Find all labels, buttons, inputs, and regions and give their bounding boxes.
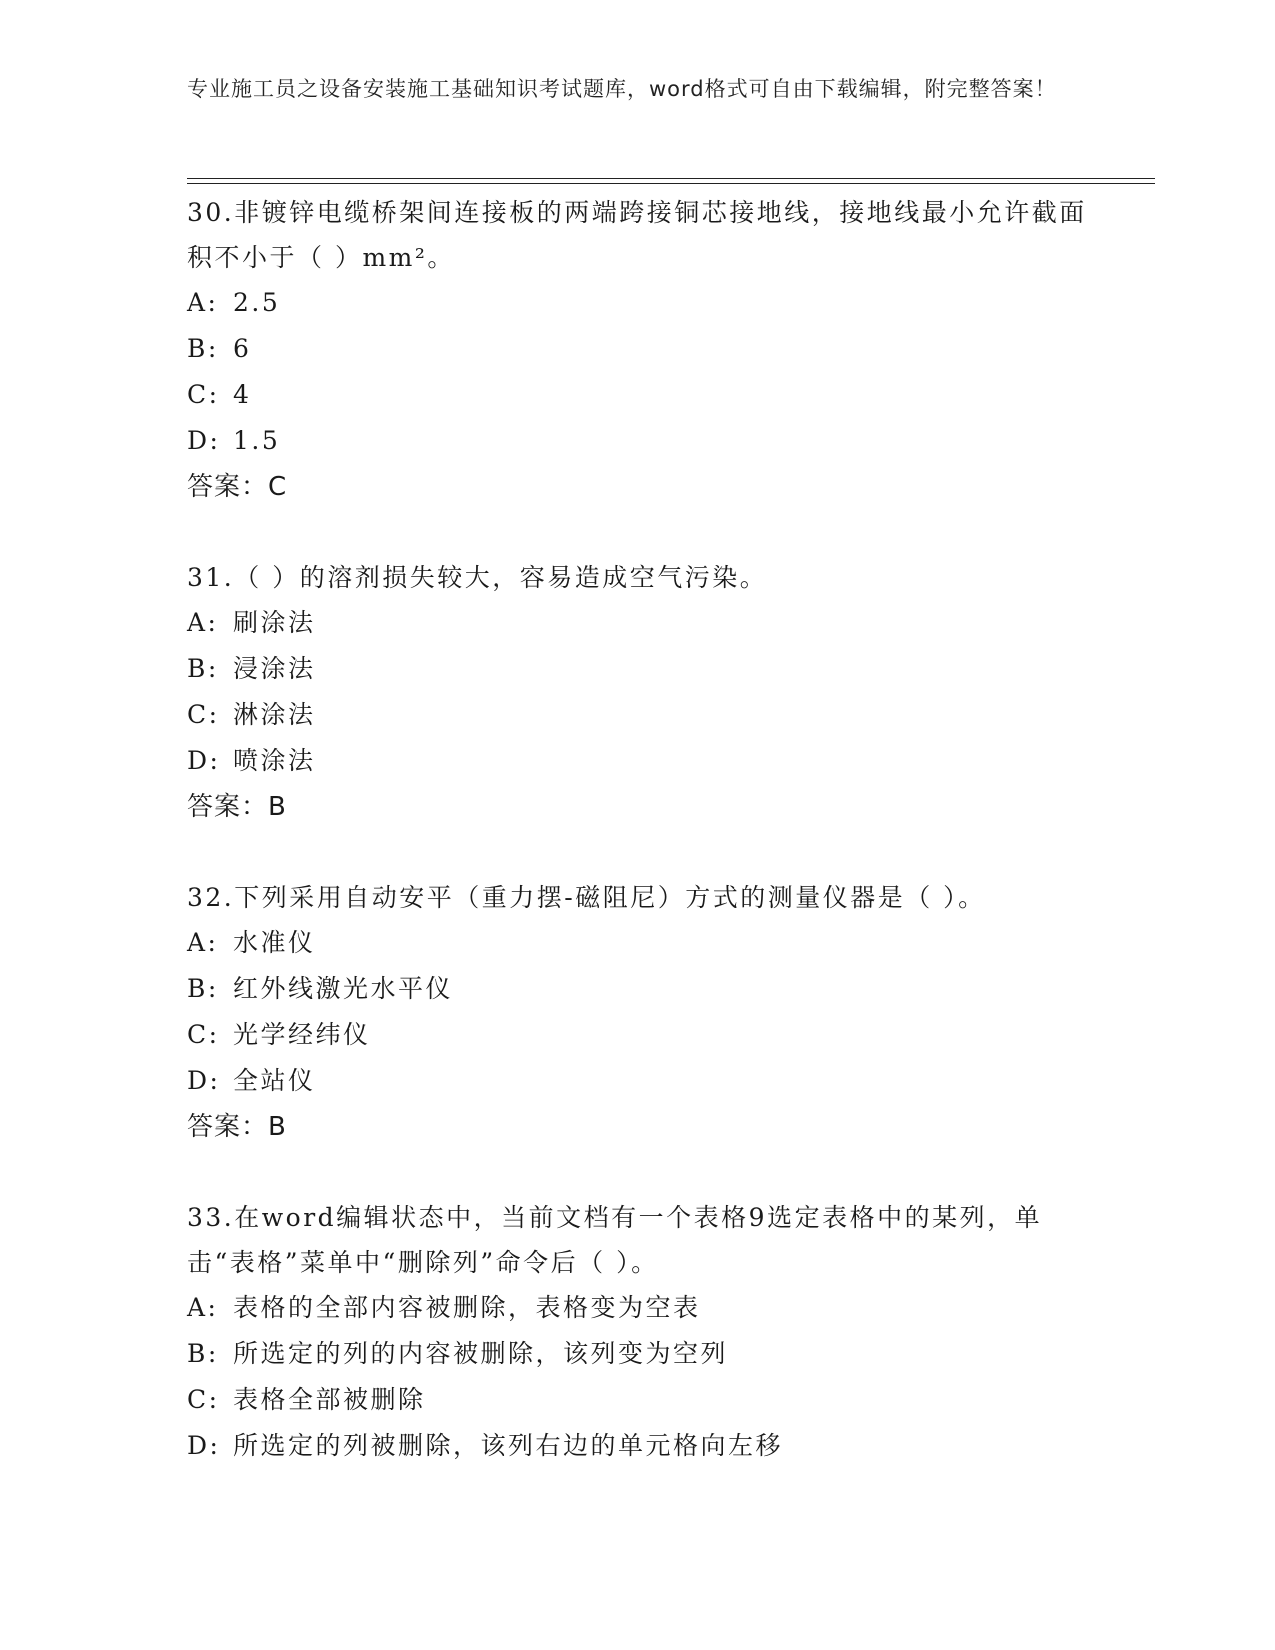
option-letter: A: — [187, 1293, 219, 1322]
option-text: 光学经纬仪 — [233, 1020, 371, 1049]
option-letter: B: — [187, 334, 219, 363]
option-a — [187, 920, 1087, 966]
option-text: 浸涂法 — [233, 654, 316, 683]
option-text: 6 — [233, 334, 252, 363]
option-text: 淋涂法 — [233, 700, 316, 729]
option-a — [187, 1285, 1087, 1331]
option-text: 1.5 — [233, 426, 281, 455]
option-text: 喷涂法 — [233, 746, 316, 775]
option-letter: A: — [187, 608, 219, 637]
question-30 — [187, 190, 1087, 510]
option-text: 2.5 — [233, 288, 281, 317]
question-31 — [187, 555, 1087, 830]
option-text: 水准仪 — [233, 928, 316, 957]
document-header: 专业施工员之设备安装施工基础知识考试题库，word格式可自由下载编辑，附完整答案！ — [187, 77, 1057, 101]
option-letter: D: — [187, 746, 221, 775]
option-d — [187, 1058, 1087, 1104]
option-a — [187, 280, 1087, 326]
question-stem: 31.（ ）的溶剂损失较大，容易造成空气污染。 — [187, 563, 768, 592]
option-text: 表格的全部内容被删除，表格变为空表 — [233, 1293, 701, 1322]
option-d — [187, 418, 1087, 464]
option-letter: B: — [187, 654, 219, 683]
option-letter: D: — [187, 1066, 221, 1095]
option-c — [187, 372, 1087, 418]
answer-label: 答案：B — [187, 1112, 287, 1142]
option-text: 4 — [233, 380, 252, 409]
option-text: 红外线激光水平仪 — [233, 974, 454, 1003]
question-32 — [187, 875, 1087, 1150]
question-33 — [187, 1195, 1087, 1469]
option-letter: C: — [187, 380, 220, 409]
option-text: 所选定的列的内容被删除，该列变为空列 — [233, 1339, 729, 1368]
option-letter: D: — [187, 1431, 221, 1460]
option-b — [187, 966, 1087, 1012]
answer-label: 答案：C — [187, 472, 288, 502]
option-text: 所选定的列被删除，该列右边的单元格向左移 — [233, 1431, 784, 1460]
option-b — [187, 1331, 1087, 1377]
option-letter: A: — [187, 928, 219, 957]
option-text: 全站仪 — [233, 1066, 316, 1095]
option-b — [187, 646, 1087, 692]
option-letter: B: — [187, 1339, 219, 1368]
option-d — [187, 738, 1087, 784]
answer-label: 答案：B — [187, 792, 287, 822]
option-b — [187, 326, 1087, 372]
option-letter: C: — [187, 1385, 220, 1414]
question-stem: 30.非镀锌电缆桥架间连接板的两端跨接铜芯接地线，接地线最小允许截面积不小于（ ）mm²。 — [187, 198, 1087, 272]
option-c — [187, 692, 1087, 738]
header-divider-top — [187, 178, 1155, 179]
question-stem: 33.在word编辑状态中，当前文档有一个表格9选定表格中的某列，单击“表格”菜单中“删除列”命令后（ ）。 — [187, 1203, 1043, 1277]
option-letter: A: — [187, 288, 219, 317]
option-letter: B: — [187, 974, 219, 1003]
option-text: 刷涂法 — [233, 608, 316, 637]
option-c — [187, 1377, 1087, 1423]
option-text: 表格全部被删除 — [233, 1385, 426, 1414]
question-stem: 32.下列采用自动安平（重力摆-磁阻尼）方式的测量仪器是（ ）。 — [187, 883, 986, 912]
option-letter: C: — [187, 1020, 220, 1049]
option-d — [187, 1423, 1087, 1469]
option-letter: C: — [187, 700, 220, 729]
option-a — [187, 600, 1087, 646]
option-letter: D: — [187, 426, 221, 455]
header-divider-bottom — [187, 183, 1155, 184]
option-c — [187, 1012, 1087, 1058]
